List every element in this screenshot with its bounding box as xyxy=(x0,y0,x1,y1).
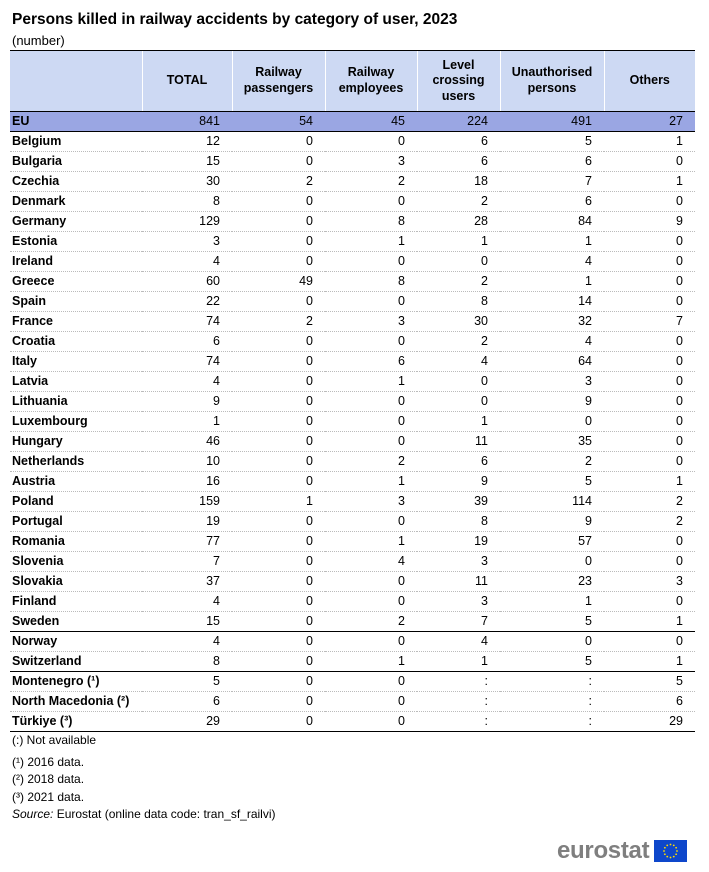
cell-railway-passengers: 0 xyxy=(232,712,325,732)
cell-unauthorised-persons: 3 xyxy=(500,372,604,392)
cell-unauthorised-persons: 6 xyxy=(500,192,604,212)
table-row xyxy=(10,472,695,492)
table-row xyxy=(10,172,695,192)
table-row xyxy=(10,652,695,672)
cell-railway-employees: 4 xyxy=(325,552,417,572)
cell-unauthorised-persons: 14 xyxy=(500,292,604,312)
flag-star xyxy=(673,856,675,858)
cell-railway-passengers: 54 xyxy=(232,112,325,132)
cell-others: 0 xyxy=(604,152,695,172)
cell-railway-employees: 0 xyxy=(325,692,417,712)
row-label: Denmark xyxy=(10,192,142,212)
table-row xyxy=(10,272,695,292)
table-row xyxy=(10,572,695,592)
cell-others: 0 xyxy=(604,412,695,432)
cell-railway-employees: 3 xyxy=(325,312,417,332)
cell-total: 9 xyxy=(142,392,232,412)
table-row xyxy=(10,612,695,632)
table-row xyxy=(10,432,695,452)
cell-railway-passengers: 0 xyxy=(232,452,325,472)
cell-others: 0 xyxy=(604,332,695,352)
cell-total: 30 xyxy=(142,172,232,192)
cell-railway-employees: 0 xyxy=(325,632,417,652)
table-title: Persons killed in railway accidents by category of user, 2023 xyxy=(12,11,458,28)
cell-others: 0 xyxy=(604,632,695,652)
cell-total: 19 xyxy=(142,512,232,532)
header-total: TOTAL xyxy=(142,51,232,112)
header-unauthorised-persons: Unauthorised persons xyxy=(500,51,604,112)
row-label: Bulgaria xyxy=(10,152,142,172)
flag-star xyxy=(664,853,666,855)
cell-railway-employees: 2 xyxy=(325,172,417,192)
cell-others: 0 xyxy=(604,592,695,612)
table-row xyxy=(10,712,695,732)
cell-level-crossing-users: 2 xyxy=(417,332,500,352)
eu-flag-icon xyxy=(654,840,687,862)
table-row xyxy=(10,592,695,612)
cell-unauthorised-persons: : xyxy=(500,692,604,712)
cell-railway-passengers: 0 xyxy=(232,532,325,552)
cell-railway-employees: 1 xyxy=(325,372,417,392)
cell-railway-employees: 8 xyxy=(325,212,417,232)
cell-railway-passengers: 0 xyxy=(232,652,325,672)
cell-unauthorised-persons: 9 xyxy=(500,392,604,412)
cell-railway-employees: 0 xyxy=(325,132,417,152)
cell-level-crossing-users: 4 xyxy=(417,352,500,372)
cell-railway-passengers: 0 xyxy=(232,672,325,692)
cell-total: 74 xyxy=(142,352,232,372)
flag-star xyxy=(676,850,678,852)
table-row xyxy=(10,152,695,172)
cell-others: 0 xyxy=(604,232,695,252)
cell-others: 1 xyxy=(604,612,695,632)
row-label: Finland xyxy=(10,592,142,612)
source-line xyxy=(12,806,276,824)
table-row xyxy=(10,672,695,692)
cell-unauthorised-persons: 5 xyxy=(500,472,604,492)
cell-railway-passengers: 0 xyxy=(232,352,325,372)
flag-star xyxy=(663,850,665,852)
table-row xyxy=(10,492,695,512)
cell-total: 841 xyxy=(142,112,232,132)
cell-level-crossing-users: 224 xyxy=(417,112,500,132)
row-label: Poland xyxy=(10,492,142,512)
flag-star xyxy=(670,844,672,846)
cell-total: 4 xyxy=(142,372,232,392)
cell-others: 6 xyxy=(604,692,695,712)
source-text: Eurostat (online data code: tran_sf_railvi) xyxy=(56,807,276,821)
row-label: Greece xyxy=(10,272,142,292)
cell-railway-employees: 1 xyxy=(325,472,417,492)
table-row xyxy=(10,392,695,412)
cell-unauthorised-persons: : xyxy=(500,712,604,732)
cell-railway-employees: 0 xyxy=(325,712,417,732)
cell-others: 1 xyxy=(604,472,695,492)
cell-railway-passengers: 0 xyxy=(232,132,325,152)
cell-level-crossing-users: 0 xyxy=(417,372,500,392)
cell-total: 60 xyxy=(142,272,232,292)
cell-others: 0 xyxy=(604,532,695,552)
row-label: France xyxy=(10,312,142,332)
table-row xyxy=(10,412,695,432)
table-row xyxy=(10,232,695,252)
cell-others: 2 xyxy=(604,492,695,512)
row-label: Türkiye (³) xyxy=(10,712,142,732)
cell-level-crossing-users: 3 xyxy=(417,592,500,612)
cell-level-crossing-users: 8 xyxy=(417,292,500,312)
cell-total: 6 xyxy=(142,692,232,712)
cell-others: 0 xyxy=(604,352,695,372)
cell-unauthorised-persons: : xyxy=(500,672,604,692)
cell-railway-employees: 3 xyxy=(325,492,417,512)
row-label: Italy xyxy=(10,352,142,372)
table-row-eu xyxy=(10,112,695,132)
cell-unauthorised-persons: 0 xyxy=(500,552,604,572)
table-row xyxy=(10,312,695,332)
row-label: North Macedonia (²) xyxy=(10,692,142,712)
cell-railway-passengers: 1 xyxy=(232,492,325,512)
data-table xyxy=(10,50,695,732)
cell-level-crossing-users: 6 xyxy=(417,132,500,152)
row-label: Norway xyxy=(10,632,142,652)
cell-railway-passengers: 0 xyxy=(232,152,325,172)
cell-level-crossing-users: 2 xyxy=(417,272,500,292)
cell-others: 0 xyxy=(604,292,695,312)
flag-star xyxy=(667,856,669,858)
cell-total: 77 xyxy=(142,532,232,552)
row-label: Slovakia xyxy=(10,572,142,592)
row-label: Sweden xyxy=(10,612,142,632)
cell-total: 5 xyxy=(142,672,232,692)
cell-total: 1 xyxy=(142,412,232,432)
cell-unauthorised-persons: 0 xyxy=(500,412,604,432)
cell-railway-employees: 0 xyxy=(325,252,417,272)
row-label: Montenegro (¹) xyxy=(10,672,142,692)
row-label: Estonia xyxy=(10,232,142,252)
table-row xyxy=(10,552,695,572)
cell-unauthorised-persons: 57 xyxy=(500,532,604,552)
cell-railway-passengers: 0 xyxy=(232,472,325,492)
cell-railway-employees: 0 xyxy=(325,512,417,532)
cell-level-crossing-users: 6 xyxy=(417,452,500,472)
flag-star xyxy=(667,844,669,846)
cell-total: 16 xyxy=(142,472,232,492)
cell-railway-passengers: 0 xyxy=(232,432,325,452)
cell-level-crossing-users: 18 xyxy=(417,172,500,192)
cell-others: 1 xyxy=(604,132,695,152)
table-row xyxy=(10,372,695,392)
cell-others: 0 xyxy=(604,392,695,412)
cell-railway-passengers: 0 xyxy=(232,552,325,572)
row-label: Lithuania xyxy=(10,392,142,412)
cell-level-crossing-users: 19 xyxy=(417,532,500,552)
cell-railway-employees: 45 xyxy=(325,112,417,132)
footnote-1: (¹) 2016 data. xyxy=(12,754,85,769)
row-label: Hungary xyxy=(10,432,142,452)
table-subtitle: (number) xyxy=(12,33,65,48)
cell-railway-passengers: 0 xyxy=(232,612,325,632)
cell-total: 22 xyxy=(142,292,232,312)
cell-total: 4 xyxy=(142,252,232,272)
cell-total: 4 xyxy=(142,592,232,612)
cell-railway-employees: 0 xyxy=(325,412,417,432)
table-row xyxy=(10,192,695,212)
cell-level-crossing-users: : xyxy=(417,712,500,732)
cell-railway-employees: 0 xyxy=(325,392,417,412)
row-label: Portugal xyxy=(10,512,142,532)
cell-others: 27 xyxy=(604,112,695,132)
cell-level-crossing-users: 1 xyxy=(417,652,500,672)
flag-star xyxy=(664,847,666,849)
cell-railway-employees: 3 xyxy=(325,152,417,172)
flag-star xyxy=(676,847,678,849)
cell-others: 2 xyxy=(604,512,695,532)
cell-unauthorised-persons: 0 xyxy=(500,632,604,652)
cell-railway-employees: 0 xyxy=(325,432,417,452)
row-label: Belgium xyxy=(10,132,142,152)
cell-level-crossing-users: 11 xyxy=(417,432,500,452)
cell-railway-passengers: 0 xyxy=(232,512,325,532)
cell-level-crossing-users: 6 xyxy=(417,152,500,172)
cell-total: 8 xyxy=(142,652,232,672)
row-label: Switzerland xyxy=(10,652,142,672)
cell-railway-employees: 0 xyxy=(325,672,417,692)
row-label: Luxembourg xyxy=(10,412,142,432)
row-label: Slovenia xyxy=(10,552,142,572)
cell-others: 0 xyxy=(604,452,695,472)
table-row xyxy=(10,512,695,532)
cell-total: 129 xyxy=(142,212,232,232)
cell-level-crossing-users: 0 xyxy=(417,252,500,272)
cell-others: 1 xyxy=(604,652,695,672)
cell-others: 7 xyxy=(604,312,695,332)
cell-level-crossing-users: 3 xyxy=(417,552,500,572)
table-row xyxy=(10,252,695,272)
table-row xyxy=(10,332,695,352)
cell-railway-passengers: 2 xyxy=(232,312,325,332)
cell-unauthorised-persons: 7 xyxy=(500,172,604,192)
row-label: Germany xyxy=(10,212,142,232)
cell-railway-passengers: 0 xyxy=(232,372,325,392)
cell-unauthorised-persons: 5 xyxy=(500,132,604,152)
cell-others: 5 xyxy=(604,672,695,692)
table-row xyxy=(10,692,695,712)
cell-others: 0 xyxy=(604,272,695,292)
note-not-available: (:) Not available xyxy=(12,733,97,747)
cell-railway-employees: 1 xyxy=(325,652,417,672)
table-row xyxy=(10,132,695,152)
cell-railway-employees: 2 xyxy=(325,612,417,632)
cell-railway-employees: 1 xyxy=(325,232,417,252)
cell-railway-employees: 6 xyxy=(325,352,417,372)
header-country xyxy=(10,51,142,112)
table-row xyxy=(10,532,695,552)
cell-total: 10 xyxy=(142,452,232,472)
cell-total: 3 xyxy=(142,232,232,252)
row-label: Croatia xyxy=(10,332,142,352)
cell-unauthorised-persons: 9 xyxy=(500,512,604,532)
cell-total: 29 xyxy=(142,712,232,732)
cell-unauthorised-persons: 64 xyxy=(500,352,604,372)
cell-level-crossing-users: 1 xyxy=(417,412,500,432)
cell-railway-passengers: 0 xyxy=(232,392,325,412)
cell-railway-employees: 0 xyxy=(325,572,417,592)
cell-others: 9 xyxy=(604,212,695,232)
header-railway-employees: Railway employees xyxy=(325,51,417,112)
cell-unauthorised-persons: 84 xyxy=(500,212,604,232)
table-row xyxy=(10,632,695,652)
cell-total: 46 xyxy=(142,432,232,452)
cell-railway-passengers: 0 xyxy=(232,332,325,352)
cell-level-crossing-users: : xyxy=(417,672,500,692)
header-railway-passengers: Railway passengers xyxy=(232,51,325,112)
table-row xyxy=(10,452,695,472)
cell-level-crossing-users: 4 xyxy=(417,632,500,652)
cell-total: 15 xyxy=(142,152,232,172)
cell-level-crossing-users: 1 xyxy=(417,232,500,252)
cell-railway-passengers: 49 xyxy=(232,272,325,292)
cell-railway-passengers: 0 xyxy=(232,592,325,612)
row-label: Ireland xyxy=(10,252,142,272)
cell-level-crossing-users: 0 xyxy=(417,392,500,412)
cell-total: 15 xyxy=(142,612,232,632)
cell-level-crossing-users: 2 xyxy=(417,192,500,212)
header-row xyxy=(10,51,695,112)
cell-railway-employees: 1 xyxy=(325,532,417,552)
eurostat-logo xyxy=(557,838,687,864)
cell-total: 4 xyxy=(142,632,232,652)
cell-level-crossing-users: 28 xyxy=(417,212,500,232)
cell-others: 3 xyxy=(604,572,695,592)
row-label: Austria xyxy=(10,472,142,492)
cell-railway-passengers: 0 xyxy=(232,192,325,212)
row-label: Spain xyxy=(10,292,142,312)
cell-railway-passengers: 0 xyxy=(232,572,325,592)
cell-railway-employees: 0 xyxy=(325,192,417,212)
cell-railway-employees: 0 xyxy=(325,592,417,612)
table-body xyxy=(10,112,695,732)
footnote-3: (³) 2021 data. xyxy=(12,789,85,804)
cell-unauthorised-persons: 23 xyxy=(500,572,604,592)
cell-others: 0 xyxy=(604,372,695,392)
cell-unauthorised-persons: 1 xyxy=(500,232,604,252)
table-row xyxy=(10,352,695,372)
cell-level-crossing-users: 11 xyxy=(417,572,500,592)
cell-railway-employees: 8 xyxy=(325,272,417,292)
row-label: EU xyxy=(10,112,142,132)
cell-unauthorised-persons: 35 xyxy=(500,432,604,452)
cell-total: 7 xyxy=(142,552,232,572)
cell-total: 8 xyxy=(142,192,232,212)
cell-total: 6 xyxy=(142,332,232,352)
cell-total: 37 xyxy=(142,572,232,592)
cell-total: 159 xyxy=(142,492,232,512)
cell-unauthorised-persons: 2 xyxy=(500,452,604,472)
cell-railway-passengers: 0 xyxy=(232,232,325,252)
footnotes xyxy=(12,732,276,824)
cell-unauthorised-persons: 4 xyxy=(500,252,604,272)
cell-railway-passengers: 0 xyxy=(232,692,325,712)
header-others: Others xyxy=(604,51,695,112)
cell-total: 74 xyxy=(142,312,232,332)
cell-total: 12 xyxy=(142,132,232,152)
cell-unauthorised-persons: 114 xyxy=(500,492,604,512)
row-label: Czechia xyxy=(10,172,142,192)
cell-unauthorised-persons: 1 xyxy=(500,272,604,292)
cell-unauthorised-persons: 5 xyxy=(500,612,604,632)
cell-level-crossing-users: 9 xyxy=(417,472,500,492)
cell-others: 0 xyxy=(604,192,695,212)
flag-star xyxy=(676,853,678,855)
cell-railway-employees: 0 xyxy=(325,292,417,312)
cell-level-crossing-users: 8 xyxy=(417,512,500,532)
cell-railway-passengers: 0 xyxy=(232,632,325,652)
cell-others: 0 xyxy=(604,252,695,272)
cell-others: 0 xyxy=(604,432,695,452)
cell-railway-passengers: 0 xyxy=(232,292,325,312)
cell-railway-passengers: 0 xyxy=(232,252,325,272)
cell-railway-passengers: 0 xyxy=(232,212,325,232)
cell-level-crossing-users: 30 xyxy=(417,312,500,332)
cell-unauthorised-persons: 491 xyxy=(500,112,604,132)
cell-level-crossing-users: 39 xyxy=(417,492,500,512)
cell-others: 1 xyxy=(604,172,695,192)
cell-unauthorised-persons: 5 xyxy=(500,652,604,672)
cell-railway-passengers: 2 xyxy=(232,172,325,192)
row-label: Netherlands xyxy=(10,452,142,472)
cell-level-crossing-users: : xyxy=(417,692,500,712)
cell-unauthorised-persons: 32 xyxy=(500,312,604,332)
footnote-2: (²) 2018 data. xyxy=(12,772,85,786)
header-level-crossing-users: Level crossing users xyxy=(417,51,500,112)
flag-star xyxy=(673,844,675,846)
logo-text: eurostat xyxy=(557,837,650,864)
flag-star xyxy=(670,857,672,859)
cell-others: 29 xyxy=(604,712,695,732)
cell-railway-employees: 0 xyxy=(325,332,417,352)
cell-railway-employees: 2 xyxy=(325,452,417,472)
cell-railway-passengers: 0 xyxy=(232,412,325,432)
cell-level-crossing-users: 7 xyxy=(417,612,500,632)
cell-unauthorised-persons: 1 xyxy=(500,592,604,612)
table-row xyxy=(10,292,695,312)
row-label: Latvia xyxy=(10,372,142,392)
cell-unauthorised-persons: 4 xyxy=(500,332,604,352)
source-label: Source: xyxy=(12,807,54,821)
table-row xyxy=(10,212,695,232)
row-label: Romania xyxy=(10,532,142,552)
cell-unauthorised-persons: 6 xyxy=(500,152,604,172)
cell-others: 0 xyxy=(604,552,695,572)
